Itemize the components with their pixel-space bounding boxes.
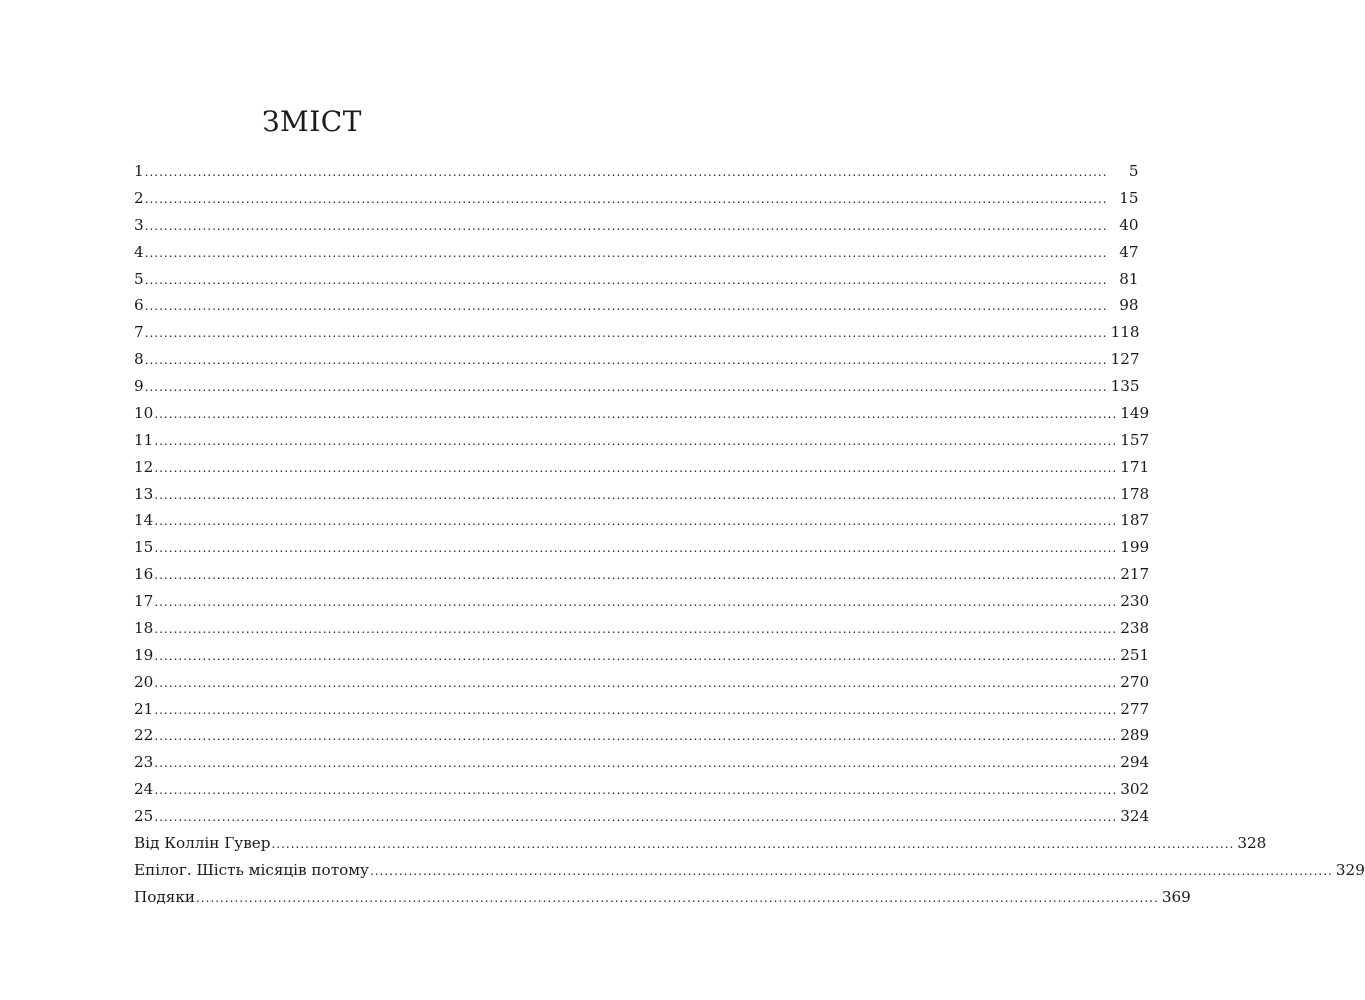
toc-entry-page-number: 238	[1120, 618, 1150, 637]
dot-leader: ........................................................................................................................................................................................................	[154, 729, 1118, 744]
toc-entry-page-number: 81	[1119, 269, 1139, 288]
toc-entry-page-number: 270	[1120, 672, 1150, 691]
toc-entry-label: Епілог. Шість місяців потому	[134, 860, 369, 879]
toc-entry	[134, 239, 1139, 266]
toc-entry-page-number: 277	[1120, 699, 1150, 718]
toc-entry-page-number: 328	[1237, 833, 1267, 852]
dot-leader: ........................................................................................................................................................................................................	[154, 514, 1118, 529]
dot-leader: ........................................................................................................................................................................................................	[144, 353, 1108, 368]
toc-entry	[134, 158, 1139, 185]
toc-entry-page-number: 127	[1110, 350, 1140, 369]
dot-leader: ........................................................................................................................................................................................................	[154, 783, 1118, 798]
toc-entry-label: 24	[134, 780, 154, 799]
toc-entry-label: 5	[134, 269, 144, 288]
toc-entry-label: 22	[134, 726, 154, 745]
toc-entry-label: 20	[134, 672, 154, 691]
toc-entry-page-number: 302	[1120, 780, 1150, 799]
toc-entry-page-number: 135	[1110, 377, 1140, 395]
toc-entry-label: 4	[134, 242, 144, 261]
toc-entry-page-number: 230	[1120, 592, 1150, 610]
toc-entry	[134, 507, 1150, 534]
table-of-contents	[134, 158, 1365, 911]
toc-entry-label: 17	[134, 592, 154, 610]
toc-entry-label: Від Коллін Гувер	[134, 833, 271, 852]
toc-entry-label: 13	[134, 484, 154, 503]
toc-entry-label: 7	[134, 323, 144, 342]
toc-entry	[134, 185, 1139, 212]
toc-entry	[134, 534, 1150, 561]
dot-leader: ........................................................................................................................................................................................................	[154, 675, 1118, 690]
toc-entry	[134, 642, 1150, 669]
toc-entry-page-number: 47	[1119, 242, 1139, 261]
dot-leader: ........................................................................................................................................................................................................	[195, 890, 1159, 905]
dot-leader: ........................................................................................................................................................................................................	[144, 326, 1108, 341]
dot-leader: ........................................................................................................................................................................................................	[144, 299, 1108, 314]
toc-entry-label: Подяки	[134, 887, 195, 906]
page-title: ЗМІСТ	[262, 104, 362, 138]
toc-entry-page-number: 98	[1119, 296, 1139, 315]
toc-entry-page-number: 118	[1110, 323, 1140, 342]
dot-leader: ........................................................................................................................................................................................................	[154, 487, 1118, 502]
dot-leader: ........................................................................................................................................................................................................	[154, 433, 1118, 448]
toc-entry-label: 10	[134, 403, 154, 422]
toc-entry-label: 18	[134, 618, 154, 637]
dot-leader: ........................................................................................................................................................................................................	[144, 245, 1108, 260]
toc-entry-label: 9	[134, 377, 144, 395]
toc-entry	[134, 615, 1150, 642]
dot-leader: ........................................................................................................................................................................................................	[154, 756, 1118, 771]
toc-entry-label: 19	[134, 645, 154, 664]
toc-entry	[134, 776, 1150, 803]
toc-entry-page-number: 329	[1335, 860, 1365, 879]
toc-entry-page-number: 251	[1120, 645, 1150, 664]
toc-entry-page-number: 15	[1119, 188, 1139, 207]
toc-entry-page-number: 178	[1120, 484, 1150, 503]
toc-entry	[134, 857, 1365, 884]
toc-entry	[134, 481, 1150, 508]
dot-leader: ........................................................................................................................................................................................................	[154, 810, 1118, 824]
toc-entry-label: 3	[134, 215, 144, 234]
toc-entry-label: 2	[134, 188, 144, 207]
toc-entry	[134, 427, 1150, 454]
dot-leader: ........................................................................................................................................................................................................	[154, 621, 1118, 636]
toc-entry-page-number: 149	[1120, 403, 1150, 422]
toc-entry-page-number: 40	[1119, 215, 1139, 234]
dot-leader: ........................................................................................................................................................................................................	[144, 380, 1108, 394]
toc-entry	[134, 454, 1150, 481]
toc-entry	[134, 696, 1150, 723]
toc-entry-page-number: 217	[1120, 565, 1150, 584]
toc-entry-label: 15	[134, 538, 154, 557]
dot-leader: ........................................................................................................................................................................................................	[144, 191, 1108, 206]
toc-entry	[134, 588, 1150, 615]
toc-entry-page-number: 199	[1120, 538, 1150, 557]
toc-entry	[134, 669, 1150, 696]
toc-entry-page-number: 369	[1161, 887, 1191, 906]
toc-entry	[134, 266, 1139, 293]
dot-leader: ........................................................................................................................................................................................................	[154, 568, 1118, 583]
toc-entry	[134, 212, 1139, 239]
toc-entry-label: 23	[134, 753, 154, 772]
toc-entry-page-number: 5	[1128, 162, 1139, 180]
toc-entry-page-number: 157	[1120, 430, 1150, 449]
toc-entry-label: 14	[134, 511, 154, 530]
toc-entry-label: 16	[134, 565, 154, 584]
dot-leader: ........................................................................................................................................................................................................	[154, 460, 1118, 475]
dot-leader: ........................................................................................................................................................................................................	[154, 702, 1118, 717]
dot-leader: ........................................................................................................................................................................................................	[154, 595, 1118, 609]
toc-entry	[134, 346, 1140, 373]
toc-entry	[134, 749, 1150, 776]
dot-leader: ........................................................................................................................................................................................................	[144, 165, 1108, 179]
dot-leader: ........................................................................................................................................................................................................	[369, 863, 1333, 878]
dot-leader: ........................................................................................................................................................................................................	[271, 836, 1235, 851]
toc-entry	[134, 830, 1267, 857]
toc-entry-label: 25	[134, 807, 154, 825]
toc-entry	[134, 319, 1140, 346]
toc-entry-page-number: 294	[1120, 753, 1150, 772]
dot-leader: ........................................................................................................................................................................................................	[144, 218, 1108, 233]
toc-entry	[134, 884, 1191, 911]
toc-entry-label: 12	[134, 457, 154, 476]
toc-entry-label: 11	[134, 430, 154, 449]
toc-entry	[134, 803, 1150, 830]
dot-leader: ........................................................................................................................................................................................................	[154, 541, 1118, 556]
dot-leader: ........................................................................................................................................................................................................	[144, 272, 1108, 287]
toc-entry	[134, 292, 1139, 319]
toc-entry-label: 1	[134, 162, 144, 180]
toc-entry-page-number: 324	[1120, 807, 1150, 825]
toc-entry-label: 21	[134, 699, 154, 718]
toc-entry-label: 6	[134, 296, 144, 315]
toc-entry-page-number: 187	[1120, 511, 1150, 530]
toc-entry	[134, 400, 1150, 427]
toc-entry-label: 8	[134, 350, 144, 369]
toc-entry	[134, 373, 1140, 400]
toc-entry-page-number: 171	[1120, 457, 1150, 476]
toc-entry-page-number: 289	[1120, 726, 1150, 745]
dot-leader: ........................................................................................................................................................................................................	[154, 648, 1118, 663]
dot-leader: ........................................................................................................................................................................................................	[154, 406, 1118, 421]
toc-entry	[134, 722, 1150, 749]
toc-entry	[134, 561, 1150, 588]
